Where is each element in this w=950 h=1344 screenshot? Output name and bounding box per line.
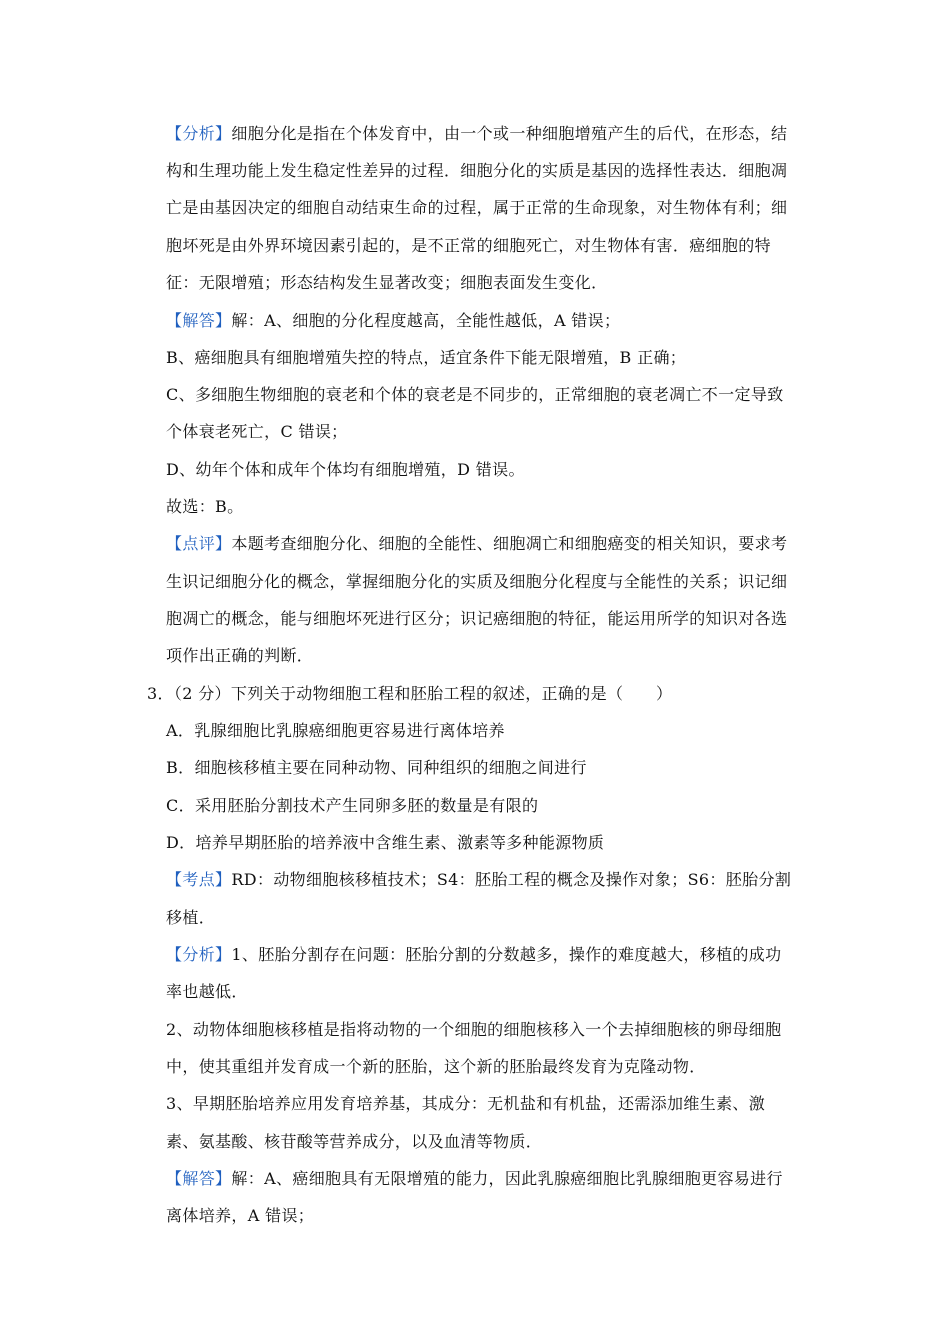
text-line — [166, 421, 810, 443]
text-line — [166, 459, 810, 481]
knowledge-point-line — [166, 869, 810, 891]
text-line — [166, 907, 810, 929]
line-text: 胞凋亡的概念，能与细胞坏死进行区分；识记癌细胞的特征，能运用所学的知识对各选 — [166, 609, 788, 628]
text-line — [166, 347, 810, 369]
analysis-line — [166, 944, 810, 966]
section-tag: 【解答】 — [166, 311, 232, 330]
line-text: 个体衰老死亡，C 错误； — [166, 422, 348, 441]
text-line — [166, 197, 810, 219]
line-text: 离体培养，A 错误； — [166, 1206, 315, 1225]
answer-line — [166, 310, 810, 332]
line-text: 亡是由基因决定的细胞自动结束生命的过程，属于正常的生命现象，对生物体有利；细 — [166, 198, 788, 217]
line-text: 生识记细胞分化的概念，掌握细胞分化的实质及细胞分化程度与全能性的关系；识记细 — [166, 572, 788, 591]
option-a — [166, 720, 810, 742]
line-text: 解：A、癌细胞具有无限增殖的能力，因此乳腺癌细胞比乳腺细胞更容易进行 — [231, 1169, 783, 1188]
text-line — [166, 1019, 810, 1041]
text-line — [166, 235, 810, 257]
line-text: 3、早期胚胎培养应用发育培养基，其成分：无机盐和有机盐，还需添加维生素、激 — [166, 1094, 766, 1113]
line-text: 解：A、细胞的分化程度越高，全能性越低，A 错误； — [231, 311, 621, 330]
line-text: 中，使其重组并发育成一个新的胚胎，这个新的胚胎最终发育为克隆动物． — [166, 1057, 706, 1076]
line-text: C、多细胞生物细胞的衰老和个体的衰老是不同步的，正常细胞的衰老凋亡不一定导致 — [166, 385, 784, 404]
line-text: 率也越低． — [166, 982, 248, 1001]
text-line — [166, 645, 810, 667]
line-text: 故选：B。 — [166, 497, 244, 516]
line-text: 2、动物体细胞核移植是指将动物的一个细胞的细胞核移入一个去掉细胞核的卵母细胞 — [166, 1020, 782, 1039]
text-line — [166, 384, 810, 406]
line-text: 细胞分化是指在个体发育中，由一个或一种细胞增殖产生的后代，在形态，结 — [231, 124, 788, 143]
line-text: B、癌细胞具有细胞增殖失控的特点，适宜条件下能无限增殖，B 正确； — [166, 348, 687, 367]
text-line — [166, 496, 810, 518]
section-tag: 【分析】 — [166, 124, 232, 143]
line-text: 胞坏死是由外界环境因素引起的，是不正常的细胞死亡，对生物体有害．癌细胞的特 — [166, 236, 771, 255]
section-tag: 【考点】 — [166, 870, 232, 889]
text-line — [166, 608, 810, 630]
option-b — [166, 757, 810, 779]
text-line — [166, 272, 810, 294]
text-line — [166, 1056, 810, 1078]
line-text: 3．（2 分）下列关于动物细胞工程和胚胎工程的叙述，正确的是（ ） — [147, 684, 673, 703]
line-text: 项作出正确的判断． — [166, 646, 314, 665]
answer-line — [166, 1168, 810, 1190]
line-text: 素、氨基酸、核苷酸等营养成分，以及血清等物质． — [166, 1132, 543, 1151]
option-c — [166, 795, 810, 817]
line-text: B．细胞核移植主要在同种动物、同种组织的细胞之间进行 — [166, 758, 587, 777]
line-text: 征：无限增殖；形态结构发生显著改变；细胞表面发生变化． — [166, 273, 608, 292]
line-text: 本题考查细胞分化、细胞的全能性、细胞凋亡和细胞癌变的相关知识，要求考 — [231, 534, 788, 553]
analysis-line — [166, 123, 810, 145]
line-text: 移植． — [166, 908, 216, 927]
line-text: A．乳腺细胞比乳腺癌细胞更容易进行离体培养 — [166, 721, 505, 740]
text-line — [166, 571, 810, 593]
section-tag: 【分析】 — [166, 945, 232, 964]
section-tag: 【点评】 — [166, 534, 232, 553]
question-stem — [147, 683, 791, 705]
line-text: 构和生理功能上发生稳定性差异的过程．细胞分化的实质是基因的选择性表达．细胞凋 — [166, 161, 788, 180]
text-line — [166, 1131, 810, 1153]
text-line — [166, 1205, 810, 1227]
line-text: D．培养早期胚胎的培养液中含维生素、激素等多种能源物质 — [166, 833, 605, 852]
section-tag: 【解答】 — [166, 1169, 232, 1188]
line-text: RD：动物细胞核移植技术；S4：胚胎工程的概念及操作对象；S6：胚胎分割 — [231, 870, 792, 889]
line-text: 1、胚胎分割存在问题：胚胎分割的分数越多，操作的难度越大，移植的成功 — [231, 945, 782, 964]
text-line — [166, 1093, 810, 1115]
option-d — [166, 832, 810, 854]
line-text: D、幼年个体和成年个体均有细胞增殖，D 错误。 — [166, 460, 525, 479]
comment-line — [166, 533, 810, 555]
text-line — [166, 160, 810, 182]
line-text: C．采用胚胎分割技术产生同卵多胚的数量是有限的 — [166, 796, 539, 815]
text-line — [166, 981, 810, 1003]
